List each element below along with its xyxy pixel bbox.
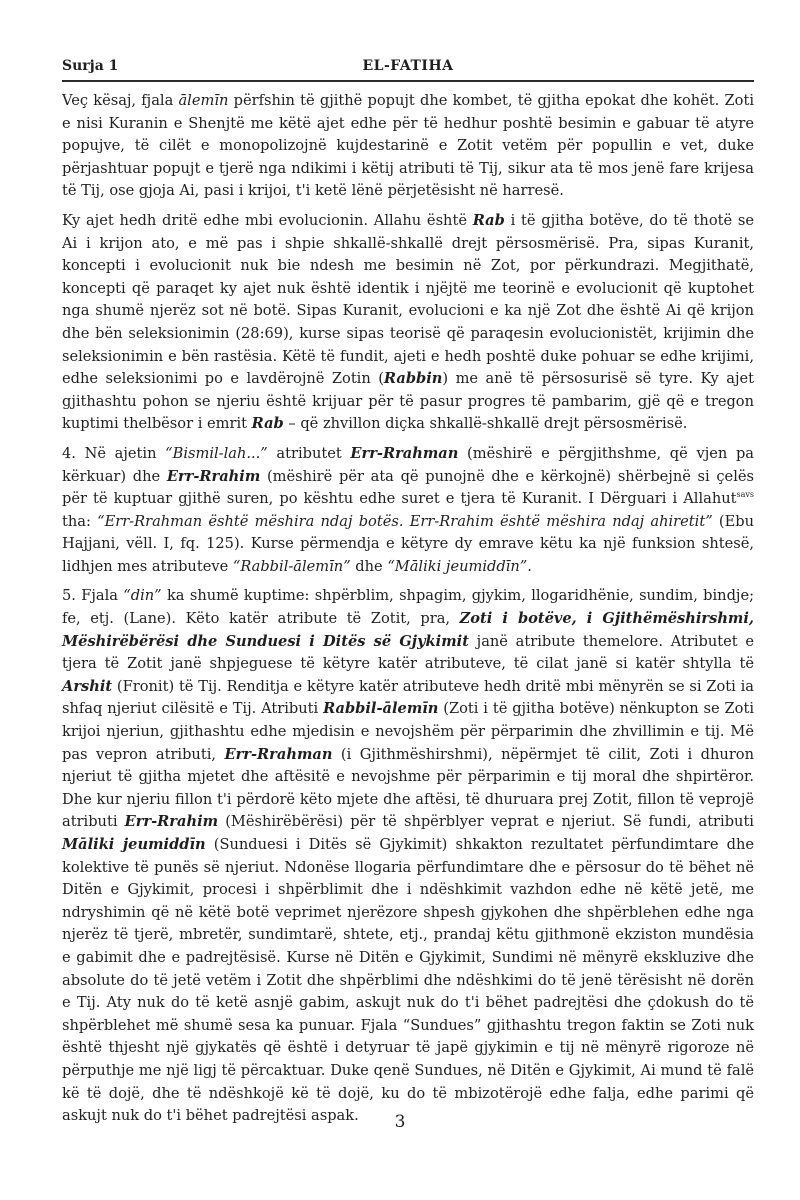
text-run: savs: [736, 490, 754, 500]
text-run: (mëshirë për ata që punojnë dhe e kërkojnë) shërbejnë si çelës për të kuptuar gjithë suren, po kështu edhe suret e tjera të Kuranit. I Dërguari i Allahut: [62, 467, 759, 508]
text-run: (Mëshirëbërësi) për të shpërblyer veprat e njeriut. Së fundi, atributi: [218, 813, 759, 831]
text-run: Rab: [472, 211, 505, 229]
text-run: “Māliki jeumiddīn”: [387, 557, 528, 575]
paragraph-2: [62, 210, 759, 443]
text-run: Rab: [251, 415, 284, 433]
text-run: (mëshirë e përgjithshme, që vjen pa kërkuar) dhe: [62, 444, 759, 485]
text-run: atributet: [267, 444, 351, 462]
text-run: 4. Në ajetin: [62, 444, 166, 462]
paragraph-1: [62, 90, 759, 210]
text-run: Ky ajet hedh dritë edhe mbi evolucionin. Allahu është: [62, 211, 473, 229]
paragraph-4: [62, 585, 760, 1134]
text-run: ) me anë të përsosurisë së tyre. Ky ajet gjithashtu pohon se njeriu është krijuar për të pasur progres të pambarim, gjë që e tregon kuptimi thelbësor i emrit: [62, 370, 759, 433]
text-run: (Sunduesi i Ditës së Gjykimit) shkakton rezultatet përfundimtare dhe kolektive të punës së njeriut. Ndonëse llogaria përfundimtare dhe e përsosur do të bëhet në Ditën e Gjykimit, procesi i shpërblimit dhe i ndëshkimit vazhdon edhe në këtë jetë, me ndryshimin që në këtë botë veprimet njerëzore shpesh gjykohen dhe shpërblehen edhe nga njerëz të tjerë, mbretër, sundimtarë, shtete, etj., prandaj këtu gjithmonë ekziston mundësia e gabimit dhe e padrejtësisë. Kurse në Ditën e Gjykimit, Sundimi në mënyrë ekskluzive dhe absolute do të jetë vetëm i Zotit dhe shpërblimi dhe ndëshkimi do të jenë tërësisht në dorën e Tij. Aty nuk do të ketë asnjë gabim, askujt nuk do t'i bëhet padrejtësi dhe çdokush do të shpërblehet më shumë sesa ka punuar. Fjala “Sundues” gjithashtu tregon faktin se Zoti nuk është thjesht një gjykatës që është i detyruar të japë gjykimin e tij në mënyrë rigoroze në përputhje me një ligj të përcaktuar. Duke qenë Sundues, në Ditën e Gjykimit, Ai mund të falë kë të dojë, dhe të ndëshkojë kë të dojë, ku do të mbizotërojë edhe falja, edhe parimi që askujt nuk do t'i bëhet padrejtësi aspak.: [62, 836, 759, 1125]
text-run: Rabbil-ālemīn: [323, 700, 439, 718]
text-run: Err-Rrahman: [350, 444, 459, 462]
text-run: Zoti i botëve, i Gjithëmëshirshmi, Mëshirëbërësi dhe Sunduesi i Ditës së Gjykimit: [62, 610, 760, 650]
text-run: janë atribute themelore. Atributet e tjera të Zotit janë shpjeguese të këtyre katër atributeve, të cilat janë si katër shtylla të: [62, 632, 759, 673]
text-run: tha:: [62, 490, 759, 530]
text-run: .: [527, 557, 532, 575]
text-run: Māliki jeumiddīn: [62, 836, 206, 853]
body-text: [62, 90, 760, 1135]
paragraph-3: [62, 443, 759, 586]
text-run: “Bismil-lah...”: [165, 444, 268, 462]
text-run: përfshin të gjithë popujt dhe kombet, të gjitha epokat dhe kohët. Zoti e nisi Kuranin e Shenjtë me këtë ajet edhe për të hedhur poshtë besimin e gabuar të atyre popujve, të cilët e monopolizojnë kujdestarinë e Zotit vetëm për popullin e vet, duke përjashtuar popujt e tjerë nga ndikimi i këtij atributi të Tij, sikur ata të mos jenë fare krijesa të Tij, ose gjoja Ai, pasi i krijoi, t'i ketë lënë përjetësisht në harresë.: [62, 92, 759, 200]
chapter-label: Surja 1: [62, 58, 119, 74]
surah-title: EL-FATIHA: [362, 58, 454, 74]
text-run: (i Gjithmëshirshmi), nëpërmjet të cilit, Zoti i dhuron njeriut të gjitha mjetet dhe aftësitë e nevojshme për përparimin e tij moral dhe shpirtëror. Dhe kur njeriu fillon t'i përdorë këto mjete dhe aftësi, të dhuruara prej Zotit, fillon të veprojë atributi: [62, 745, 759, 831]
text-run: Rabbin: [383, 370, 443, 388]
text-run: ālemīn: [178, 92, 229, 109]
text-run: Err-Rrahim: [124, 813, 219, 831]
text-run: “din”: [123, 587, 162, 605]
text-run: i të gjitha botëve, do të thotë se Ai i krijon ato, e më pas i shpie shkallë-shkallë drejt përsosmërisë. Pra, sipas Kuranit, koncepti i evolucionit nuk bie ndesh me besimin në Zot, por përkundrazi. Megjithatë, koncepti që paraqet ky ajet nuk është identik i njëjtë me teorinë e evolucionit që kuptohet nga shumë njerëz sot në botë. Sipas Kuranit, evolucioni e ka një Zot dhe është Ai që krijon dhe bën seleksionimin (28:69), kurse sipas teorisë që paraqesin evolucionistët, krijimin dhe seleksionimin e bën rastësia. Këtë të fundit, ajeti e hedh poshtë duke pohuar se edhe krijimi, edhe seleksionimi po e lavdërojnë Zotin (: [62, 211, 759, 388]
page-number: 3: [394, 1112, 406, 1132]
text-run: “Rabbil-ālemīn”: [232, 557, 351, 575]
text-run: Err-Rrahman: [224, 745, 333, 763]
text-run: (Fronit) të Tij. Renditja e këtyre katër atributeve hedh dritë mbi mënyrën se si Zoti ia shfaq njeriut cilësitë e Tij. Atributi: [62, 677, 759, 718]
text-run: (Zoti i të gjitha botëve) nënkupton se Zoti krijoi njeriun, gjithashtu edhe mjedisin e nevojshëm për përparimin dhe zhvillimin e tij. Më pas vepron atributi,: [62, 700, 759, 763]
text-run: Arshit: [62, 677, 113, 695]
text-run: Veç kësaj, fjala: [62, 92, 179, 109]
text-run: 5. Fjala: [62, 587, 124, 605]
text-run: – që zhvillon diçka shkallë-shkallë drejt përsosmërisë.: [283, 415, 688, 433]
text-run: Err-Rrahim: [166, 467, 261, 485]
text-run: “Err-Rrahman është mëshira ndaj botës. Err-Rrahim është mëshira ndaj ahiretit”: [97, 512, 713, 530]
text-run: (Ebu Hajjani, vëll. I, fq. 125). Kurse përmendja e këtyre dy emrave këtu ka një funksion shtesë, lidhjen mes atributeve: [62, 512, 759, 575]
text-run: dhe: [350, 557, 388, 575]
running-header: [62, 56, 754, 82]
text-run: ka shumë kuptime: shpërblim, shpagim, gjykim, llogaridhënie, sundim, bindje; fe, etj. (Lane). Këto katër atribute të Zotit, pra,: [62, 587, 759, 628]
